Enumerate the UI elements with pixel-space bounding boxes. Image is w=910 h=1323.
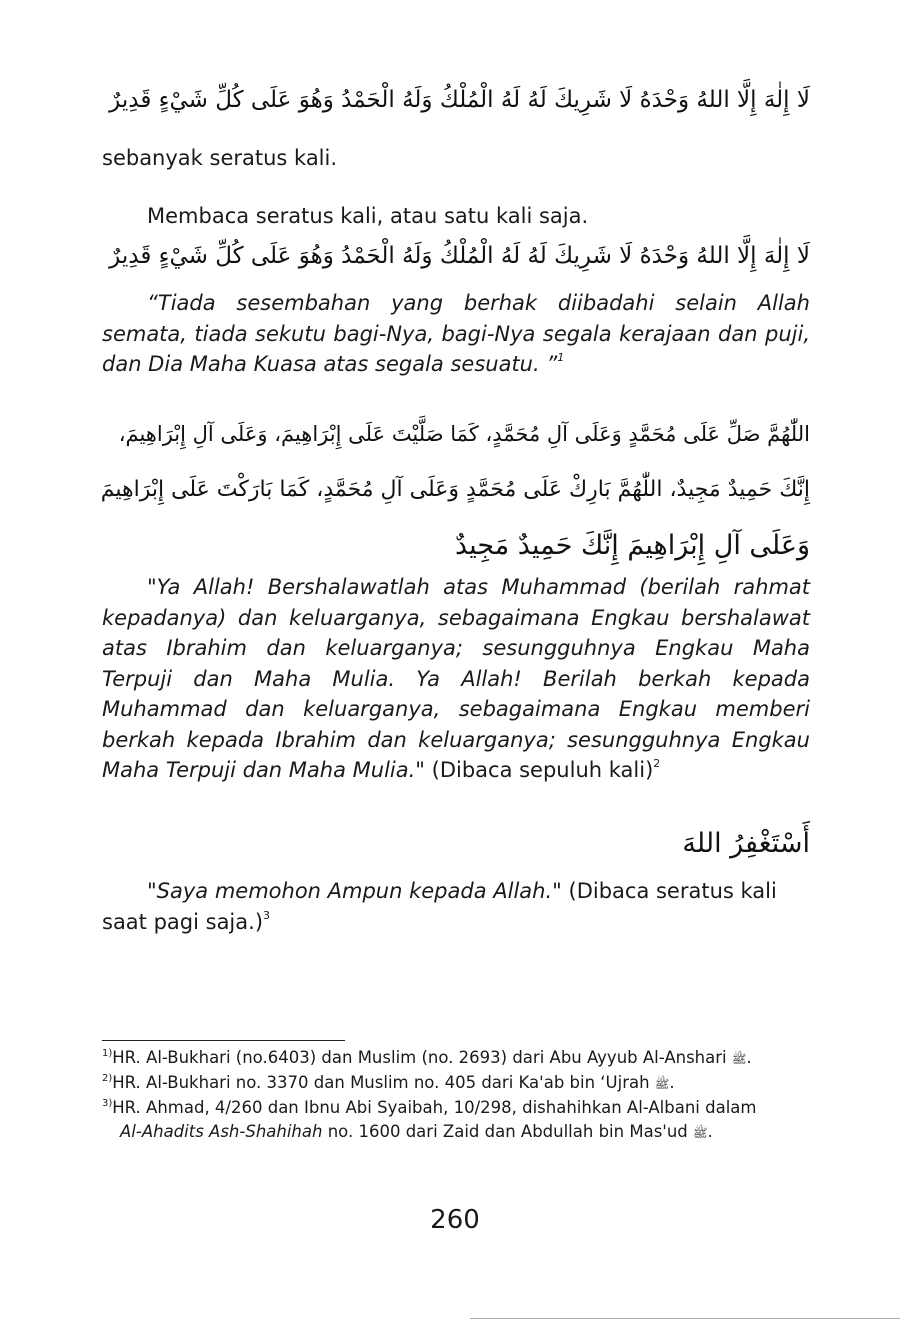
translation-tahlil-text: “Tiada sesembahan yang berhak diibadahi selain Allah semata, tiada sekutu bagi-Nya, bagi-Nya segala kerajaan dan puji, dan Dia Maha Kuasa atas segala sesuatu. ” <box>102 291 810 376</box>
translation-shalawat <box>102 572 810 786</box>
arabic-shalawat-line-1: اللّٰهُمَّ صَلِّ عَلَى مُحَمَّدٍ وَعَلَى آلِ مُحَمَّدٍ، كَمَا صَلَّيْتَ عَلَى إِبْرَاهِيمَ، وَعَلَى آلِ إِبْرَاهِيمَ، <box>118 422 810 446</box>
footnote-divider <box>102 1040 345 1041</box>
footnote-2 <box>102 1071 814 1096</box>
translation-shalawat-note: (Dibaca sepuluh kali) <box>431 758 654 782</box>
footnote-tail: . <box>707 1122 713 1141</box>
footnote-ref-1: 1 <box>557 351 565 364</box>
translation-shalawat-text: "Ya Allah! Bershalawatlah atas Muhammad (berilah rahmat kepadanya) dan keluarganya, sebagaimana Engkau bershalawat atas Ibrahim dan keluarganya; sesungguhnya Engkau Maha Terpuji dan Maha Mulia. Ya Allah! Berilah berkah kepada Muhammad dan keluarganya, sebagaimana Engkau memberi berkah kepada Ibrahim dan keluarganya; sesungguhnya Engkau Maha Terpuji dan Maha Mulia." <box>102 575 810 782</box>
page-number: 260 <box>430 1205 480 1235</box>
translation-istighfar-note: (Dibaca seratus kali saat pagi saja.) <box>102 879 777 934</box>
footnote-3 <box>102 1096 814 1120</box>
footnote-1 <box>102 1046 814 1071</box>
instruction-seratus-kali: sebanyak seratus kali. <box>102 146 338 170</box>
footnote-book-title: Al-Ahadits Ash-Shahihah <box>120 1122 323 1141</box>
footnote-marker: 3) <box>102 1098 113 1109</box>
footnote-tail: . <box>746 1048 752 1067</box>
arabic-tahlil-1: لَا إِلٰهَ إِلَّا اللهُ وَحْدَهُ لَا شَرِيكَ لَهُ لَهُ الْمُلْكُ وَلَهُ الْحَمْدُ وَهُوَ عَلَى كُلِّ شَيْءٍ قَدِيرٌ <box>109 87 810 113</box>
footnote-text: HR. Al-Bukhari no. 3370 dan Muslim no. 405 dari Ka'ab bin ‘Ujrah <box>112 1073 650 1092</box>
footnote-3-continued <box>102 1120 814 1145</box>
honorific-icon: ﷺ <box>654 1077 670 1091</box>
footnote-marker: 2) <box>102 1073 113 1084</box>
instruction-membaca: Membaca seratus kali, atau satu kali saja. <box>147 204 589 228</box>
footnotes <box>102 1046 814 1145</box>
translation-istighfar-text: "Saya memohon Ampun kepada Allah." <box>147 879 562 903</box>
arabic-istighfar: أَسْتَغْفِرُ اللهَ <box>682 828 810 859</box>
arabic-tahlil-2: لَا إِلٰهَ إِلَّا اللهُ وَحْدَهُ لَا شَرِيكَ لَهُ لَهُ الْمُلْكُ وَلَهُ الْحَمْدُ وَهُوَ عَلَى كُلِّ شَيْءٍ قَدِيرٌ <box>109 243 810 269</box>
honorific-icon: ﷺ <box>731 1052 747 1066</box>
footnote-tail: . <box>669 1073 675 1092</box>
footnote-ref-3: 3 <box>263 908 271 922</box>
translation-tahlil <box>102 288 810 380</box>
footnote-text: HR. Ahmad, 4/260 dan Ibnu Abi Syaibah, 10/298, dishahihkan Al-Albani dalam <box>112 1098 757 1117</box>
footnote-marker: 1) <box>102 1048 113 1059</box>
footnote-ref-2: 2 <box>653 757 661 770</box>
arabic-shalawat-line-2: إِنَّكَ حَمِيدٌ مَجِيدٌ، اللّٰهُمَّ بَارِكْ عَلَى مُحَمَّدٍ وَعَلَى آلِ مُحَمَّدٍ، كَمَا بَارَكْتَ عَلَى إِبْرَاهِيمَ <box>100 477 810 502</box>
arabic-shalawat-line-3: وَعَلَى آلِ إِبْرَاهِيمَ إِنَّكَ حَمِيدٌ مَجِيدٌ <box>455 530 810 561</box>
honorific-icon: ﷺ <box>693 1126 708 1140</box>
footnote-text: HR. Al-Bukhari (no.6403) dan Muslim (no. 2693) dari Abu Ayyub Al-Anshari <box>112 1048 727 1067</box>
translation-istighfar <box>102 876 814 937</box>
footnote-cont-text: no. 1600 dari Zaid dan Abdullah bin Mas'ud <box>327 1122 688 1141</box>
scan-edge-line <box>470 1318 900 1319</box>
